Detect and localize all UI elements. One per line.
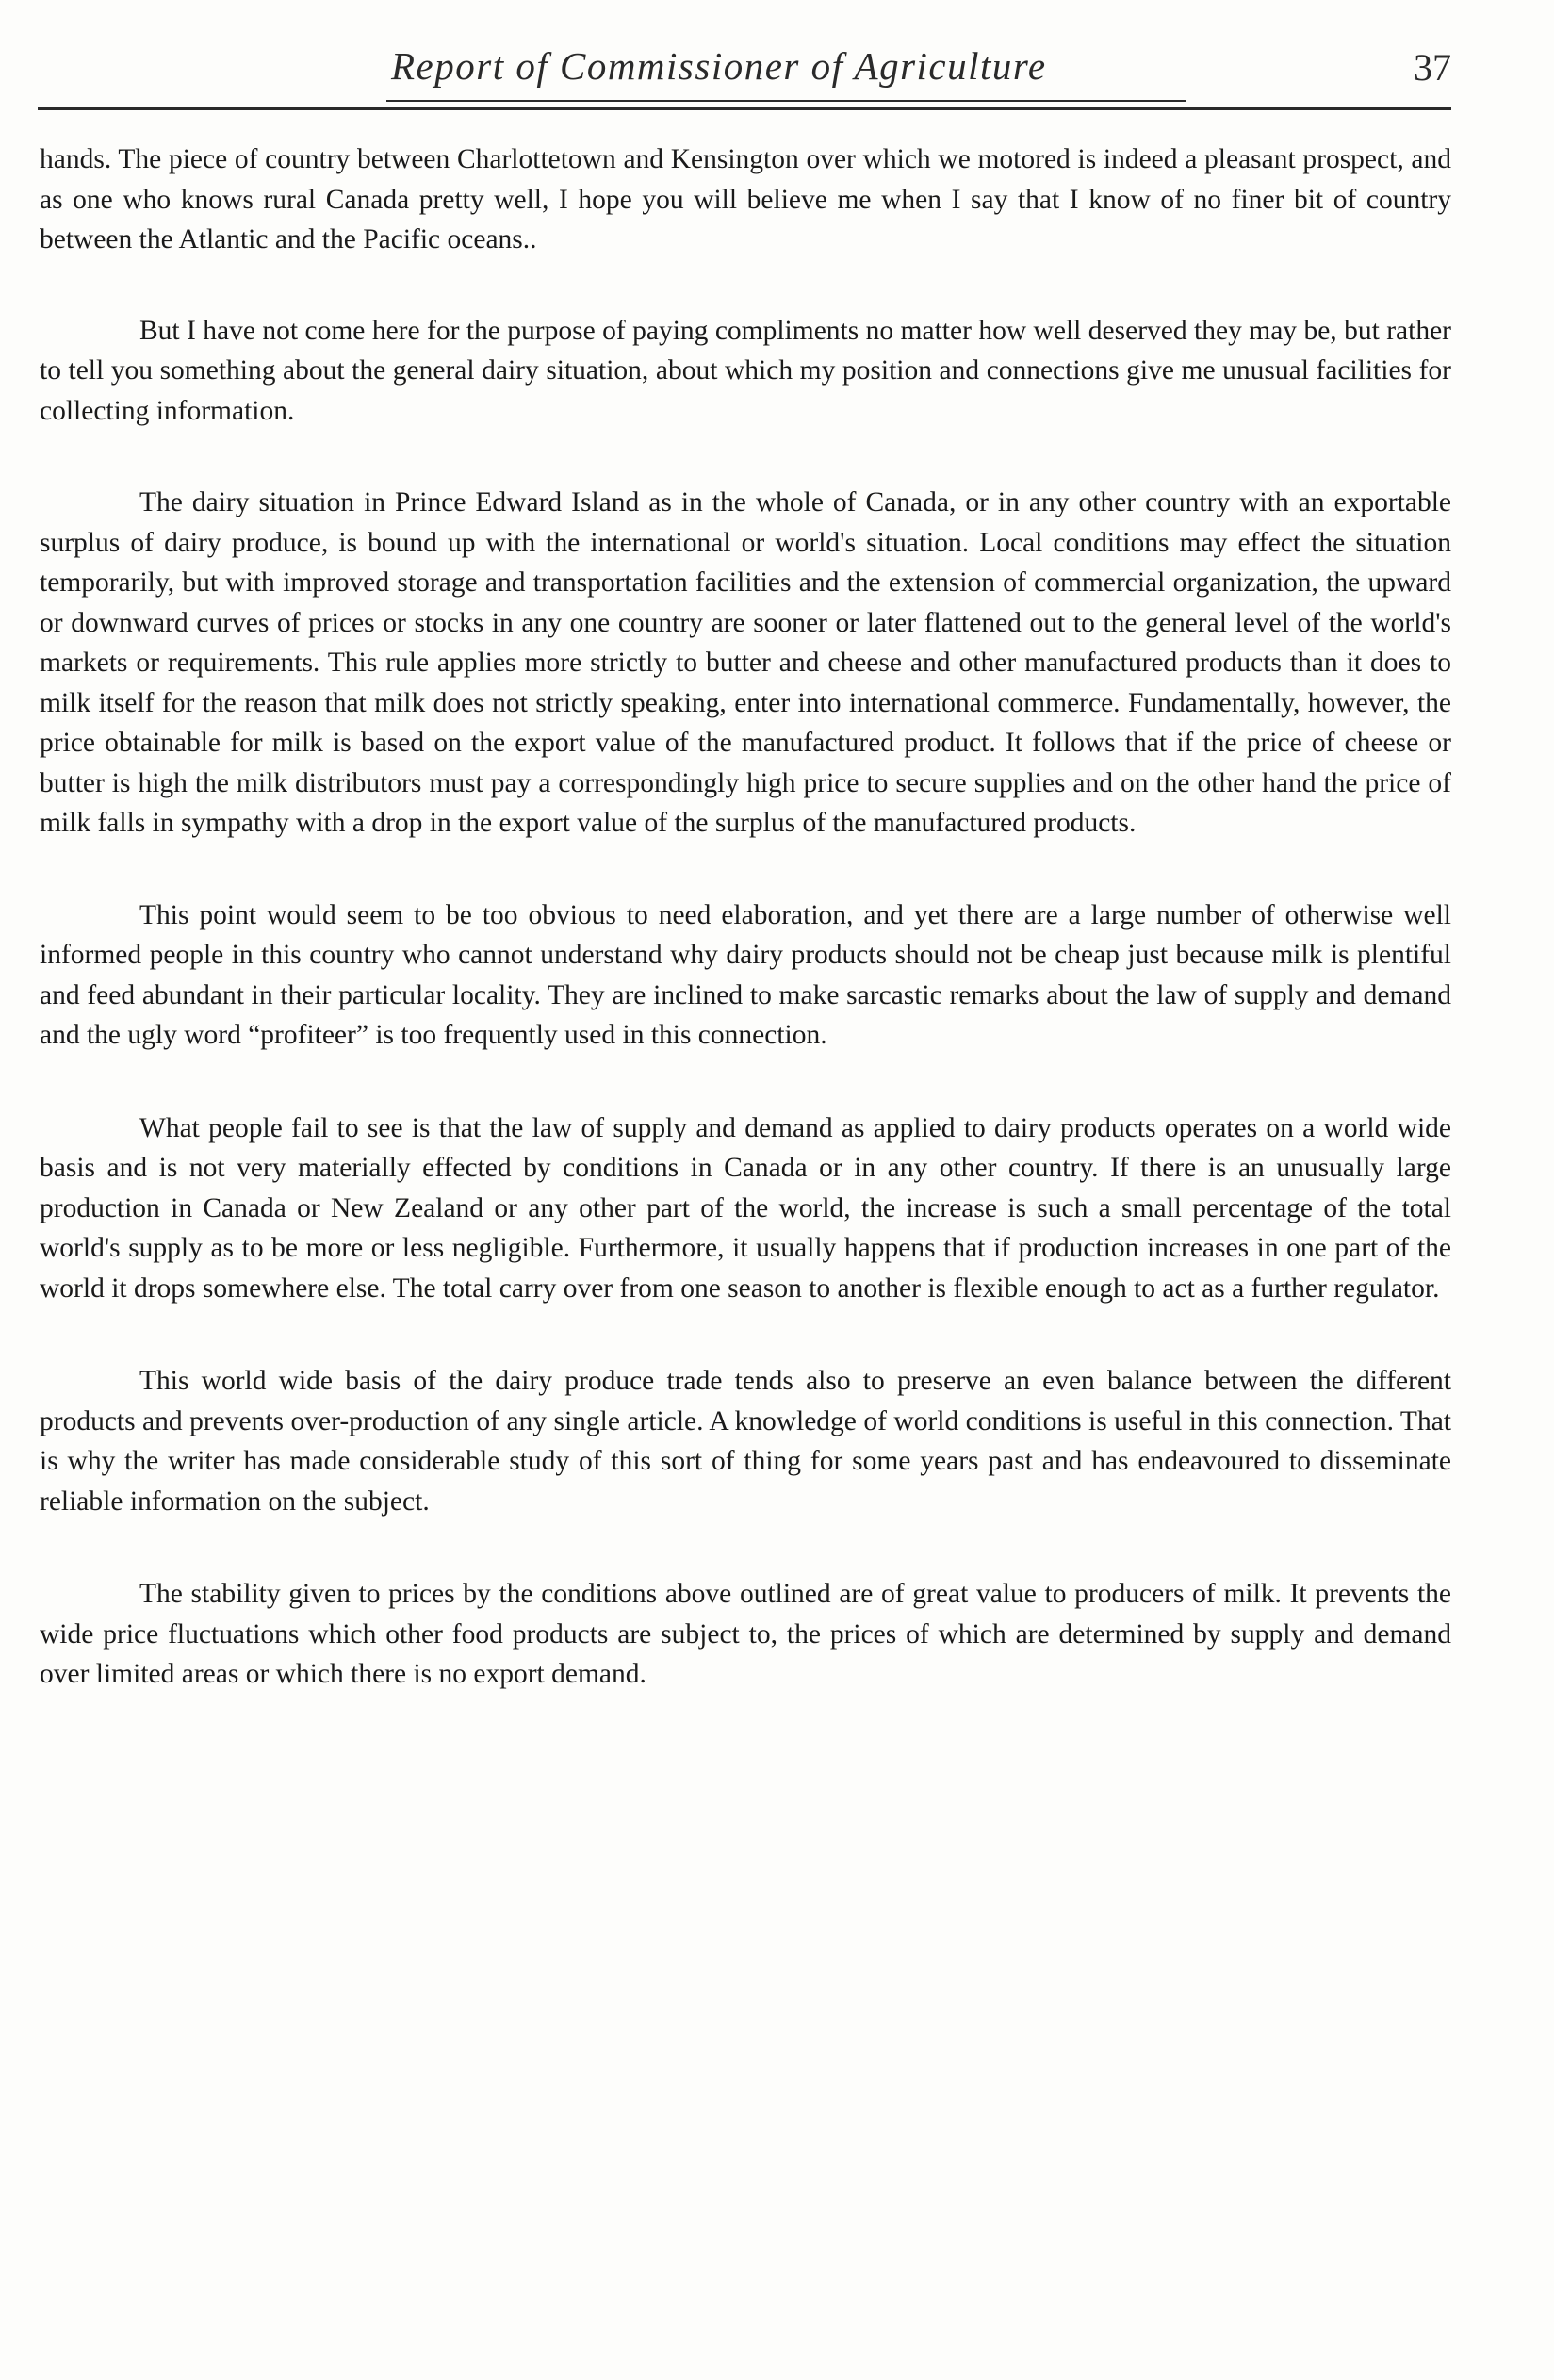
paragraph: This world wide basis of the dairy produce trade tends also to preserve an even balance between the different products and prevents over-production of any single article. A knowledge of world conditions is useful in this connection. That is why the writer has made considerable study of this sort of thing for some years past and has endeavoured to disseminate reliable information on the subject.	[40, 1366, 1451, 1517]
body-text	[40, 140, 1451, 1695]
running-title: Report of Commissioner of Agriculture	[391, 44, 1047, 88]
paragraph: The dairy situation in Prince Edward Island as in the whole of Canada, or in any other country with an exportable surplus of dairy produce, is bound up with the international or world's situation. Local conditions may effect the situation temporarily, but with improved storage and transportation facilities and the extension of commercial organization, the upward or downward curves of prices or stocks in any one country are sooner or later flattened out to the general level of the world's markets or requirements. This rule applies more strictly to butter and cheese and other manufactured products than it does to milk itself for the reason that milk does not strictly speaking, enter into international commerce. Fundamentally, however, the price obtainable for milk is based on the export value of the manufactured product. It follows that if the price of cheese or butter is high the milk distributors must pay a correspondingly high price to secure supplies and on the other hand the price of milk falls in sympathy with a drop in the export value of the surplus of the manufactured products.	[40, 487, 1451, 838]
running-header	[38, 26, 1451, 110]
title-underline	[386, 100, 1186, 102]
paragraph: But I have not come here for the purpose of paying compliments no matter how well deserved they may be, but rather to tell you something about the general dairy situation, about which my position and connections give me unusual facilities for collecting information.	[40, 315, 1451, 426]
paragraph: The stability given to prices by the conditions above outlined are of great value to producers of milk. It prevents the wide price fluctuations which other food products are subject to, the prices of which are determined by supply and demand over limited areas or which there is no export demand.	[40, 1579, 1451, 1689]
paragraph: This point would seem to be too obvious to need elaboration, and yet there are a large number of otherwise well informed people in this country who cannot understand why dairy products should not be cheap just because milk is plentiful and feed abundant in their particular locality. They are inclined to make sarcastic remarks about the law of supply and demand and the ugly word “profiteer” is too frequently used in this connection.	[40, 899, 1451, 1050]
paragraph: hands. The piece of country between Charlottetown and Kensington over which we motored is indeed a pleasant prospect, and as one who knows rural Canada pretty well, I hope you will believe me when I say that I know of no finer bit of country between the Atlantic and the Pacific oceans..	[40, 144, 1451, 254]
page-number: 37	[1414, 46, 1451, 89]
paragraph: What people fail to see is that the law of supply and demand as applied to dairy products operates on a world wide basis and is not very materially effected by conditions in Canada or in any other country. If there is an unusually large production in Canada or New Zealand or any other part of the world, the increase is such a small percentage of the total world's supply as to be more or less negligible. Furthermore, it usually happens that if production increases in one part of the world it drops somewhere else. The total carry over from one season to another is flexible enough to act as a further regulator.	[40, 1112, 1451, 1304]
